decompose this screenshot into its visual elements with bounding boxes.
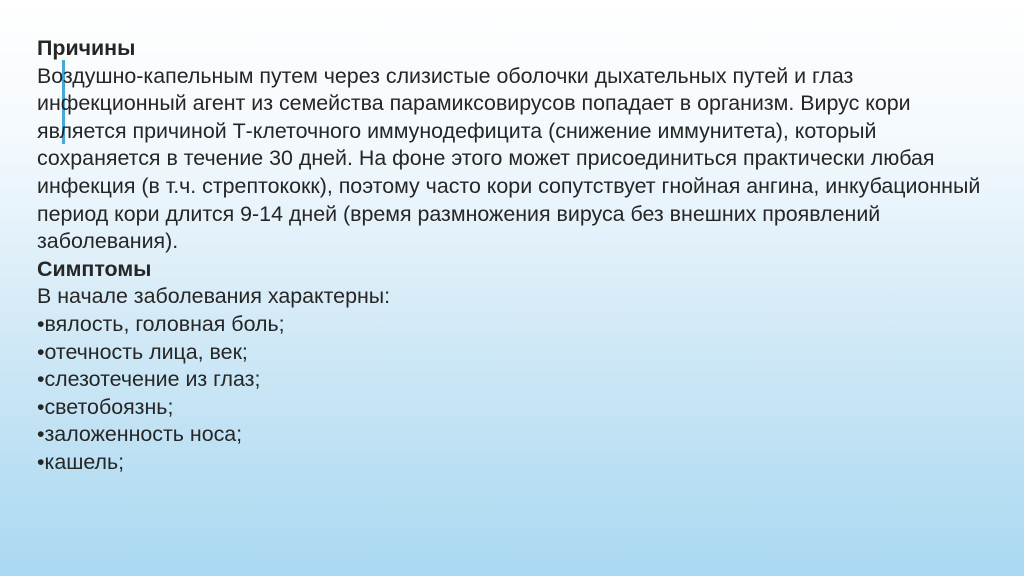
causes-text: Воздушно-капельным путем через слизистые оболочки дыхательных путей и глаз инфекционный агент из семейства парамиксовирусов попадает в организм. Вирус кори является причиной Т-клеточного иммунодефицита (снижение иммунитета), который сохраняется в течение 30 дней. На фоне этого может присоединиться практически любая инфекция (в т.ч. стрептококк), поэтому часто кори сопутствует гнойная ангина, инкубационный период кори длится 9-14 дней (время размножения вируса без внешних проявлений заболевания). [37,63,981,254]
symptoms-intro: В начале заболевания характерны: [37,284,391,309]
symptom-item: •кашель; [37,449,125,474]
slide-content [37,35,1002,477]
symptom-item: •светобоязнь; [37,394,174,419]
symptom-item: •слезотечение из глаз; [37,367,261,392]
symptom-item: •вялость, головная боль; [37,311,285,336]
symptom-item: •отечность лица, век; [37,339,248,364]
symptom-item: •заложенность носа; [37,422,243,447]
causes-heading: Причины [37,36,136,60]
symptoms-heading: Симптомы [37,256,152,281]
